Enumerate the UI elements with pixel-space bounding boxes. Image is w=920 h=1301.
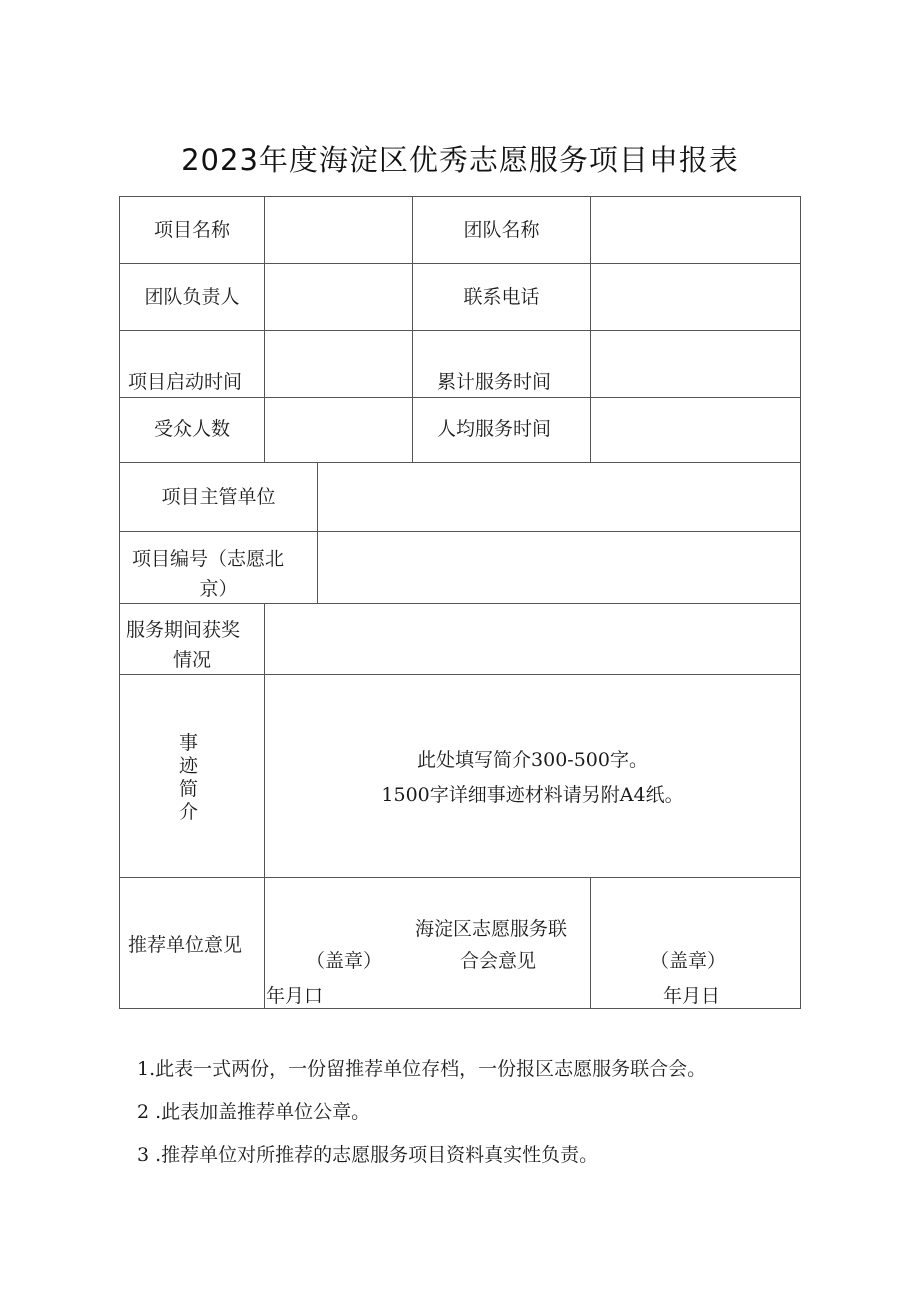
date-left: 年月口 <box>266 985 324 1007</box>
federation-opinion-label-cont: 合会意见 <box>460 950 537 972</box>
total-service-time-label: 累计服务时间 <box>437 371 552 393</box>
seal-right: （盖章） <box>650 950 727 972</box>
deeds-label-char: 介 <box>179 801 199 823</box>
project-number-label: 项目编号（志愿北 <box>132 548 285 570</box>
page-title: 2023年度海淀区优秀志愿服务项目申报表 <box>181 143 739 177</box>
row-divider <box>119 397 801 398</box>
column-divider <box>590 196 591 463</box>
start-time-label: 项目启动时间 <box>128 371 243 393</box>
recommender-opinion-label: 推荐单位意见 <box>128 934 243 956</box>
deeds-label-char: 事 <box>179 732 199 754</box>
column-divider <box>317 462 318 604</box>
deeds-hint-line1: 此处填写简介300-500字。 <box>417 749 648 771</box>
awards-label-cont: 情况 <box>172 649 211 671</box>
project-number-label-cont: 京） <box>199 578 238 600</box>
phone-label: 联系电话 <box>463 286 540 308</box>
row-divider <box>119 603 801 604</box>
row-divider <box>119 263 801 264</box>
row-divider <box>119 330 801 331</box>
note-item: 1.此表一式两份，一份留推荐单位存档，一份报区志愿服务联合会。 <box>137 1058 707 1080</box>
row-divider <box>119 674 801 675</box>
table-border-left <box>119 196 120 1009</box>
federation-opinion-label: 海淀区志愿服务联 <box>415 918 568 940</box>
per-capita-time-label: 人均服务时间 <box>437 418 552 440</box>
table-border-right <box>800 196 801 1009</box>
column-divider <box>590 877 591 1009</box>
team-name-label: 团队名称 <box>463 219 540 241</box>
row-divider <box>119 462 801 463</box>
team-leader-label: 团队负责人 <box>144 286 240 308</box>
deeds-label-char: 迹 <box>179 755 199 777</box>
row-divider <box>119 877 801 878</box>
deeds-label-char: 简 <box>179 778 199 800</box>
audience-label: 受众人数 <box>153 418 230 440</box>
project-name-label: 项目名称 <box>153 219 230 241</box>
table-border-bottom <box>119 1008 801 1009</box>
deeds-hint-line2: 1500字详细事迹材料请另附A4纸。 <box>381 784 684 806</box>
row-divider <box>119 531 801 532</box>
date-right: 年月日 <box>663 985 721 1007</box>
table-border-top <box>119 196 801 197</box>
note-item: 3 .推荐单位对所推荐的志愿服务项目资料真实性负责。 <box>137 1144 599 1166</box>
awards-label: 服务期间获奖 <box>126 619 241 641</box>
note-item: 2 .此表加盖推荐单位公章。 <box>137 1101 371 1123</box>
supervisor-label: 项目主管单位 <box>161 486 276 508</box>
seal-left: （盖章） <box>306 950 383 972</box>
column-divider <box>264 196 265 463</box>
